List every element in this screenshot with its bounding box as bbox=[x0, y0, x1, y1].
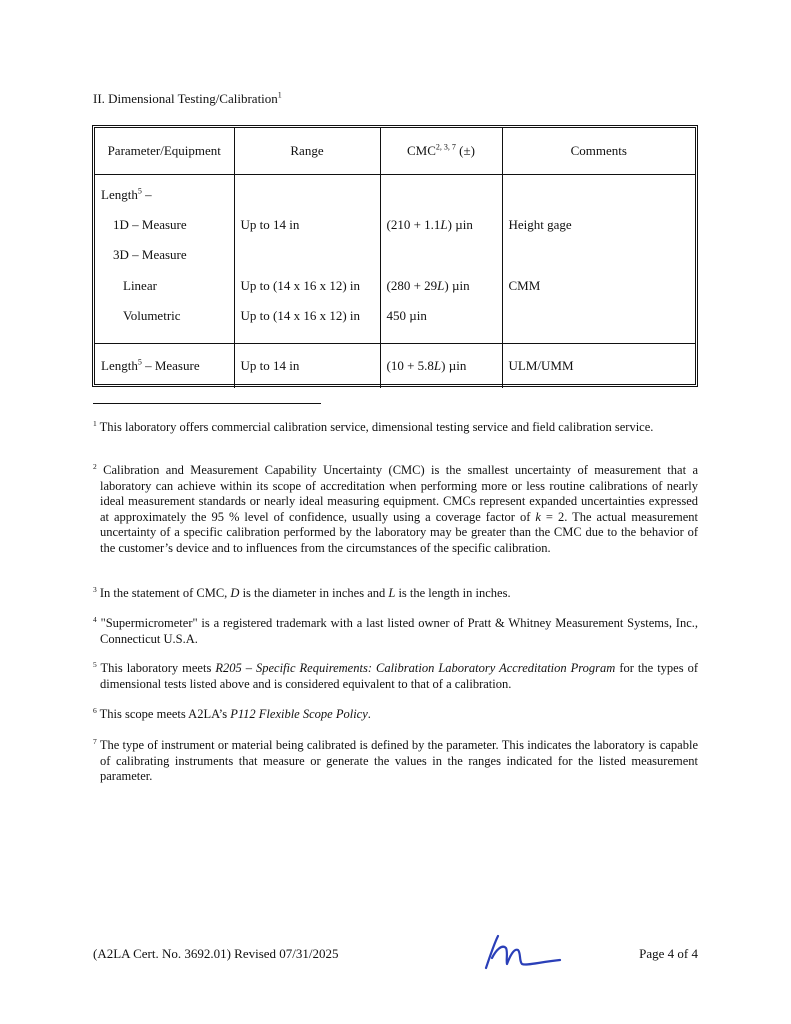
cmc-linear: (280 + 29L) µin bbox=[386, 278, 470, 293]
cell-comments: ULM/UMM bbox=[502, 344, 695, 389]
param-linear: Linear bbox=[123, 278, 157, 293]
signature bbox=[480, 928, 564, 972]
param-3d: 3D – Measure bbox=[113, 247, 187, 262]
footer-page-number: Page 4 of 4 bbox=[639, 946, 698, 961]
scope-table bbox=[92, 125, 698, 387]
range-1d: Up to 14 in bbox=[240, 217, 300, 232]
cell-comments bbox=[502, 175, 695, 344]
footnote-7: $^7$ The type of instrument or material being calibrated is defined by the parameter. This indicates the laboratory is capable of calibrating instruments that measure or generate the values in the ranges indicated for the listed measurement parameter. bbox=[93, 736, 698, 783]
footnote-2: $^2$ Calibration and Measurement Capability Uncertainty (CMC) is the smallest uncertainty of measurement that a laboratory can achieve within its scope of accreditation when performing more or less routine calibrations of nearly ideal measurement standards or nearly ideal measuring equipment. CMCs represent expanded uncertainties expressed at approximately the 95 % level of confidence, usually using a coverage factor of k = 2. The actual measurement uncertainty of a specific calibration performed by the laboratory may be greater than the CMC due to the behavior of the customer’s device and to influences from the circumstances of the specific calibration. bbox=[93, 461, 699, 555]
signature-stroke bbox=[486, 936, 560, 968]
param-length: Length$^5$ – bbox=[101, 186, 152, 202]
cell-cmc bbox=[380, 175, 502, 344]
footnote-3: $^3$ In the statement of CMC, D is the diameter in inches and L is the length in inches. bbox=[93, 584, 511, 600]
footnote-1: $^1$ This laboratory offers commercial calibration service, dimensional testing service and field calibration service. bbox=[93, 418, 654, 434]
table-row bbox=[95, 344, 695, 389]
cell-parameter: Length$^5$ – Measure bbox=[95, 344, 234, 389]
footer-cert: (A2LA Cert. No. 3692.01) Revised 07/31/2025 bbox=[93, 946, 339, 961]
param-1d: 1D – Measure bbox=[113, 217, 187, 232]
table-header-row bbox=[95, 128, 695, 175]
footnote-4: $^4$ "Supermicrometer" is a registered trademark with a last listed owner of Pratt & Whitney Measurement Systems, Inc., Connecticut U.S.A. bbox=[93, 614, 699, 646]
range-volumetric: Up to (14 x 16 x 12) in bbox=[240, 308, 361, 323]
header-comments: Comments bbox=[502, 128, 695, 175]
comment-1d: Height gage bbox=[508, 217, 572, 232]
param-volumetric: Volumetric bbox=[123, 308, 181, 323]
cell-cmc: (10 + 5.8L) µin bbox=[380, 344, 502, 389]
cmc-volumetric: 450 µin bbox=[386, 308, 427, 323]
header-parameter: Parameter/Equipment bbox=[95, 128, 234, 175]
header-range: Range bbox=[234, 128, 380, 175]
footnote-6: $^6$ This scope meets A2LA’s P112 Flexible Scope Policy. bbox=[93, 705, 371, 721]
section-title: II. Dimensional Testing/Calibration$^1$ bbox=[93, 90, 282, 106]
cell-parameter bbox=[95, 175, 234, 344]
range-linear: Up to (14 x 16 x 12) in bbox=[240, 278, 361, 293]
footnote-divider bbox=[93, 403, 321, 404]
comment-linear: CMM bbox=[508, 278, 541, 293]
header-cmc: CMC$^{2, 3, 7}$ (±) bbox=[380, 128, 502, 175]
table-row bbox=[95, 175, 695, 344]
cmc-1d: (210 + 1.1L) µin bbox=[386, 217, 473, 232]
cell-range bbox=[234, 175, 380, 344]
cell-range: Up to 14 in bbox=[234, 344, 380, 389]
footnote-5: $^5$ This laboratory meets R205 – Specific Requirements: Calibration Laboratory Accreditation Program for the types of dimensional tests listed above and is considered equivalent to that of a calibration. bbox=[93, 659, 699, 691]
